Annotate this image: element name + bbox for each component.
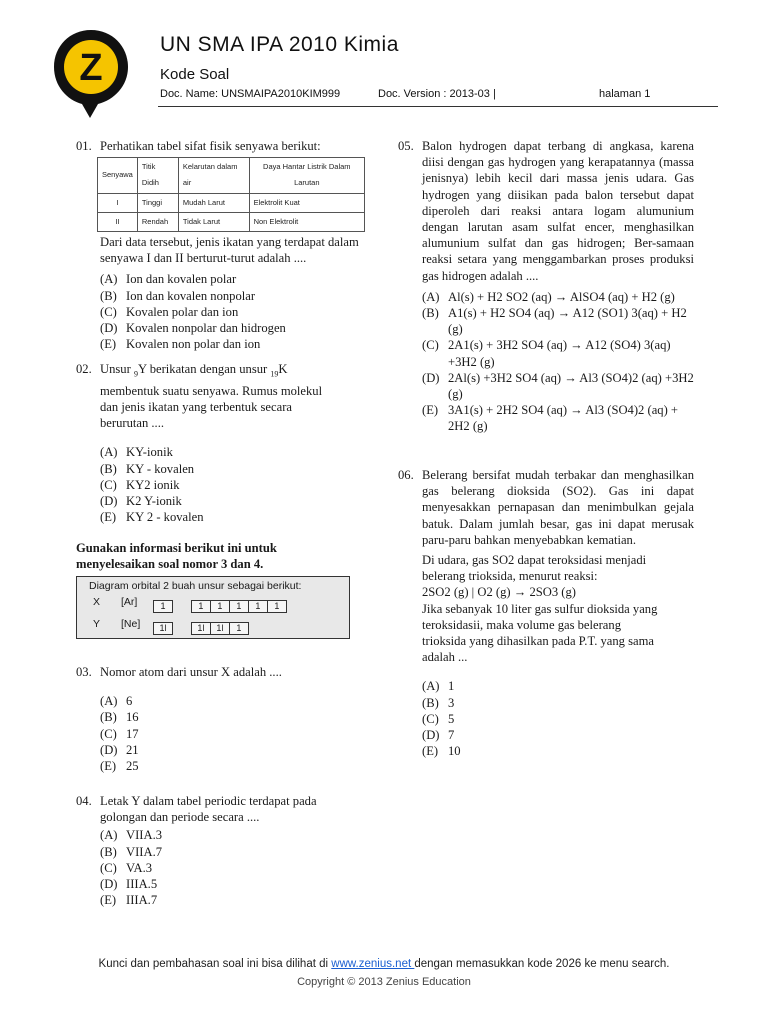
zenius-logo <box>52 28 130 120</box>
question-2 <box>76 361 368 525</box>
question-3 <box>76 664 368 774</box>
question-number: 01. <box>76 139 92 153</box>
page-title: UN SMA IPA 2010 Kimia <box>160 33 399 56</box>
option-a[interactable]: (A) Al(s) + H2 SO2 (aq) → AlSO4 (aq) + H2 (g) <box>422 289 675 304</box>
question-1 <box>76 138 368 352</box>
diagram-title: Diagram orbital 2 buah unsur sebagai berikut: <box>89 580 302 592</box>
row-x-label: X <box>93 596 101 608</box>
table-row <box>98 212 365 231</box>
option-d[interactable]: (D) K2 Y-ionik <box>100 493 182 508</box>
table-header: Daya Hantar Listrik Dalam Larutan <box>249 158 364 193</box>
footer-note: Kunci dan pembahasan soal ini bisa dilihat di www.zenius.net dengan memasukkan kode 2026 ke menu search. <box>98 958 670 970</box>
option-b[interactable]: (B) 3 <box>422 695 455 710</box>
option-e[interactable]: (E) 25 <box>100 759 139 774</box>
orbital-box: 1 <box>229 600 249 613</box>
question-stem: Balon hydrogen dapat terbang di angkasa, karena diisi dengan gas hydrogen yang kerapatannya (massa jenisnya) lebih kecil dari massa jenis udara. Gas hydrogen yang diisikan pada balon tersebut dapat diperoleh dari reaksi antara logam alumunium dengan larutan asam sulfat encer, menghasilkan alumunium sulfat dan gas hidrogen; Ber-samaan reaksi setara yang menggambarkan proses produksi gas hidrogen adalah .... <box>422 139 694 283</box>
row-y-core: [Ne] <box>121 618 141 630</box>
table-cell: Tinggi <box>137 193 178 212</box>
orbital-box: 1 <box>248 600 268 613</box>
option-c[interactable]: (C) KY2 ionik <box>100 477 180 492</box>
header-divider <box>158 106 718 107</box>
table-cell: Elektrolit Kuat <box>249 193 364 212</box>
logo-letter: Z <box>79 47 103 89</box>
table-row <box>98 193 365 212</box>
option-a[interactable]: (A) KY-ionik <box>100 445 173 460</box>
option-e[interactable]: (E) IIIA.7 <box>100 893 158 908</box>
option-b[interactable]: (B) A1(s) + H2 SO4 (aq) → A12 (SO1) 3(aq) + H2 (g) <box>422 306 687 337</box>
table-cell: I <box>98 193 138 212</box>
question-stem: Nomor atom dari unsur X adalah .... <box>100 665 282 679</box>
reaction-equation: 2SO2 (g) | O2 (g) → 2SO3 (g) <box>422 585 576 600</box>
doc-version: Doc. Version : 2013-03 | <box>378 88 496 100</box>
option-c[interactable]: (C) 5 <box>422 711 455 726</box>
property-table <box>97 157 365 232</box>
options-list <box>100 693 368 774</box>
table-cell: Rendah <box>137 212 178 231</box>
option-d[interactable]: (D) 21 <box>100 742 139 757</box>
option-d[interactable]: (D) 7 <box>422 728 455 743</box>
copyright: Copyright © 2013 Zenius Education <box>297 976 471 988</box>
question-stem: Letak Y dalam tabel periodic terdapat pada golongan dan periode secara .... <box>100 794 317 825</box>
option-d[interactable]: (D) Kovalen nonpolar dan hidrogen <box>100 321 286 336</box>
table-header: Senyawa <box>98 158 138 193</box>
page-number: halaman 1 <box>599 88 651 100</box>
row-y-label: Y <box>93 618 101 630</box>
question-para2: Di udara, gas SO2 dapat teroksidasi menjadi belerang trioksida, menurut reaksi: <box>422 553 647 584</box>
option-d[interactable]: (D) IIIA.5 <box>100 877 158 892</box>
table-cell: II <box>98 212 138 231</box>
doc-name: Doc. Name: UNSMAIPA2010KIM999 <box>160 88 341 100</box>
question-stem: Belerang bersifat mudah terbakar dan menghasilkan gas belerang dioksida (SO2). Gas ini dapat menyesakkan pernapasan dan menimbulkan gejala batuk. Dalam jumlah besar, gas ini dapat merusak paru-paru bahkan menyebabkan kematian. <box>422 468 694 547</box>
question-stem: Unsur $_9$Y berikatan dengan unsur $_{19}$K membentuk suatu senyawa. Rumus molekul dan jenis ikatan yang terbentuk secara berurutan .... <box>100 362 323 431</box>
orbital-box: 1 <box>191 600 211 613</box>
orbital-box: 1 <box>153 600 173 613</box>
row-x-boxes <box>153 596 286 614</box>
option-b[interactable]: (B) KY - kovalen <box>100 461 195 476</box>
option-e[interactable]: (E) Kovalen non polar dan ion <box>100 337 261 352</box>
table-header: Titik Didih <box>137 158 178 193</box>
options-list <box>100 271 368 352</box>
option-d[interactable]: (D) 2Al(s) +3H2 SO4 (aq) → Al3 (SO4)2 (aq) +3H2 (g) <box>422 370 694 402</box>
question-number: 04. <box>76 794 92 808</box>
page-subtitle: Kode Soal <box>160 66 230 83</box>
row-y-boxes <box>153 618 248 636</box>
option-b[interactable]: (B) VIIA.7 <box>100 844 163 859</box>
table-cell: Non Elektrolit <box>249 212 364 231</box>
options-list <box>100 827 368 908</box>
orbital-box: 1 <box>229 622 249 635</box>
options-list <box>100 444 368 525</box>
info-instruction: Gunakan informasi berikut ini untuk menyelesaikan soal nomor 3 dan 4. <box>76 541 277 572</box>
table-header: Kelarutan dalam air <box>178 158 249 193</box>
option-a[interactable]: (A) VIIA.3 <box>100 828 163 843</box>
option-e[interactable]: (E) 10 <box>422 744 461 759</box>
option-b[interactable]: (B) 16 <box>100 710 139 725</box>
question-para3: Jika sebanyak 10 liter gas sulfur dioksida yang teroksidasii, maka volume gas belerang trioksida yang dihasilkan pada P.T. yang sama adalah ... <box>422 601 658 665</box>
options-list <box>422 289 694 435</box>
question-text: Dari data tersebut, jenis ikatan yang terdapat dalam senyawa I dan II berturut-turut adalah .... <box>100 235 359 266</box>
question-number: 05. <box>398 139 414 153</box>
table-cell: Tidak Larut <box>178 212 249 231</box>
question-stem: Perhatikan tabel sifat fisik senyawa berikut: <box>100 139 321 153</box>
option-a[interactable]: (A) Ion dan kovalen polar <box>100 272 237 287</box>
option-a[interactable]: (A) 6 <box>100 694 133 709</box>
orbital-box: 1l <box>191 622 211 635</box>
table-cell: Mudah Larut <box>178 193 249 212</box>
orbital-box: 1l <box>153 622 173 635</box>
option-e[interactable]: (E) KY 2 - kovalen <box>100 510 204 525</box>
question-number: 06. <box>398 468 414 482</box>
orbital-box: 1l <box>210 622 230 635</box>
option-e[interactable]: (E) 3A1(s) + 2H2 SO4 (aq) → Al3 (SO4)2 (aq) + 2H2 (g) <box>422 403 679 434</box>
orbital-box: 1 <box>267 600 287 613</box>
options-list <box>422 678 694 759</box>
orbital-diagram <box>76 576 350 639</box>
question-6 <box>398 467 694 759</box>
orbital-box: 1 <box>210 600 230 613</box>
question-number: 03. <box>76 665 92 679</box>
option-c[interactable]: (C) 17 <box>100 726 139 741</box>
option-a[interactable]: (A) 1 <box>422 679 455 694</box>
zenius-link[interactable]: www.zenius.net <box>331 958 415 970</box>
question-5 <box>398 138 694 435</box>
question-number: 02. <box>76 362 92 376</box>
option-c[interactable]: (C) Kovalen polar dan ion <box>100 304 239 319</box>
option-c[interactable]: (C) 2A1(s) + 3H2 SO4 (aq) → A12 (SO4) 3(aq) +3H2 (g) <box>422 338 671 369</box>
row-x-core: [Ar] <box>121 596 138 608</box>
question-4 <box>76 793 368 908</box>
option-c[interactable]: (C) VA.3 <box>100 860 153 875</box>
option-b[interactable]: (B) Ion dan kovalen nonpolar <box>100 288 256 303</box>
